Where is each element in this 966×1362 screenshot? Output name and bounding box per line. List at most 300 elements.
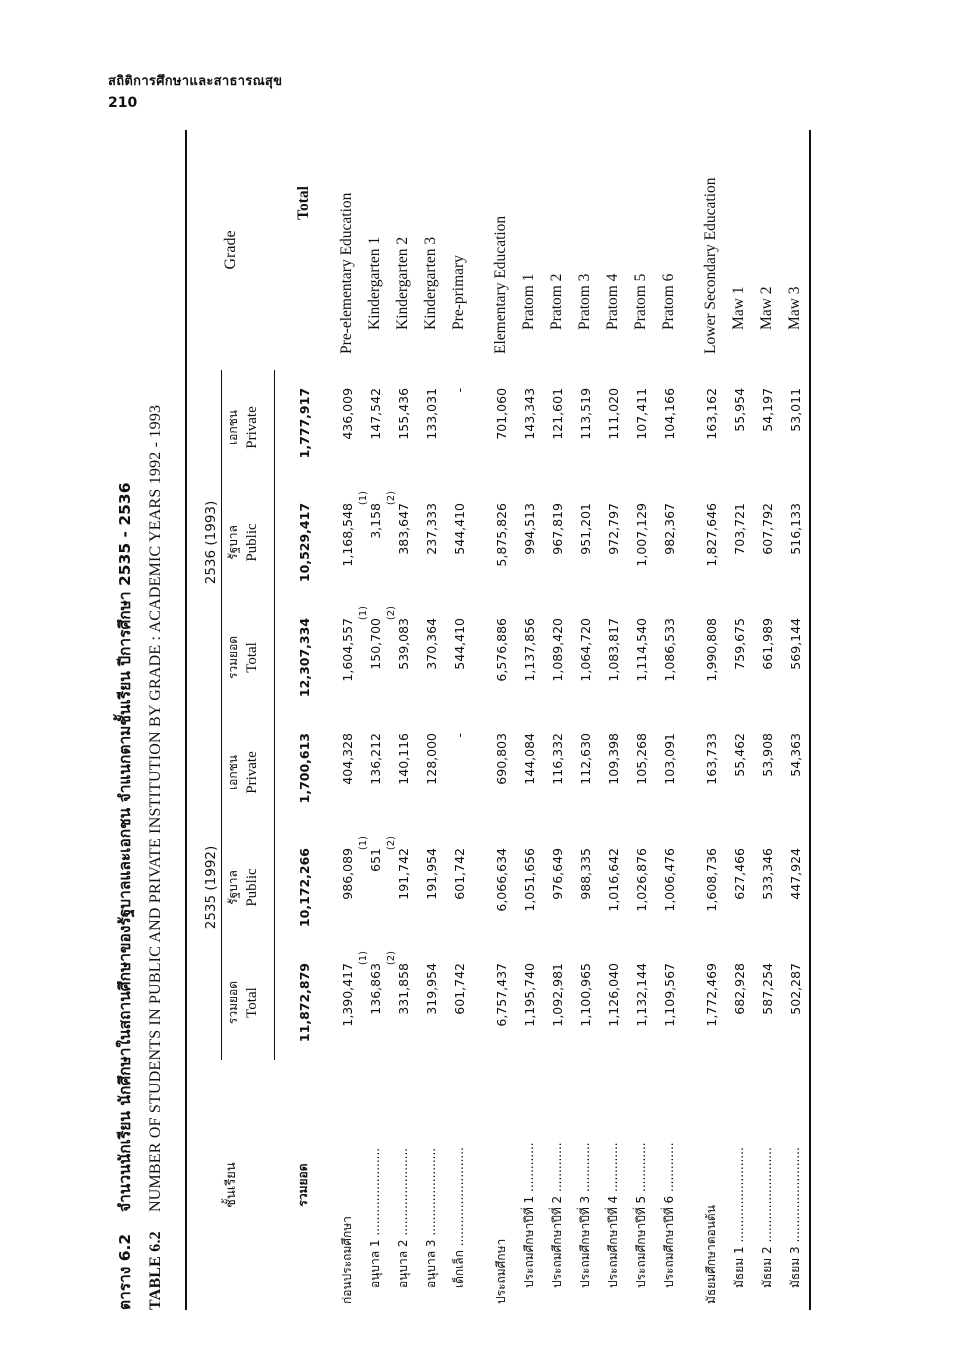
value-cell — [599, 715, 627, 830]
value-cell — [627, 830, 655, 945]
value-text: 682,928 — [731, 963, 747, 1015]
value-cell — [358, 600, 389, 715]
value-cell — [655, 830, 683, 945]
value-text: 105,268 — [633, 732, 649, 785]
value-text: 1,086,533 — [661, 617, 677, 682]
value-cell — [386, 600, 417, 715]
value-text: 544,410 — [451, 502, 467, 555]
value-text: 1,777,917 — [296, 387, 312, 459]
value-cell — [487, 945, 515, 1060]
col-header-english: Private — [244, 406, 260, 449]
footnote-marker: (1) — [358, 951, 369, 966]
value-cell — [417, 945, 445, 1060]
col-header-private-1992 — [222, 715, 275, 830]
value-cell — [333, 830, 361, 945]
value-text: 1,016,642 — [605, 848, 621, 912]
table-row — [389, 130, 417, 1310]
grade-thai-cell: ประถมศึกษาปีที่ 1 ............. — [521, 1142, 536, 1288]
grade-header-thai: ชั้นเรียน — [186, 1060, 275, 1310]
value-cell — [417, 715, 445, 830]
value-cell — [543, 485, 571, 600]
value-text: 383,647 — [395, 502, 411, 555]
value-text: 6,576,886 — [493, 617, 509, 682]
value-cell — [781, 485, 810, 600]
value-text: 55,462 — [731, 732, 747, 777]
value-cell — [487, 715, 515, 830]
value-cell — [697, 715, 725, 830]
grade-thai-cell: อนุบาล 1 ....................... — [367, 1147, 382, 1288]
caption-thai-title: จำนวนนักเรียน นักศึกษาในสถานศึกษาของรัฐบาลและเอกชน จำแนกตามชั้นเรียน ปีการศึกษา 2535 - 2536 — [116, 482, 134, 1212]
grade-english-cell: Pratom 2 — [548, 273, 565, 330]
value-cell — [389, 370, 417, 485]
value-text: 601,742 — [451, 963, 467, 1015]
value-text: 144,084 — [521, 732, 537, 785]
grade-thai-cell: มัธยม 2 ......................... — [759, 1147, 774, 1288]
grade-thai-cell: ประถมศึกษาปีที่ 4 ............. — [605, 1142, 620, 1288]
value-text: 237,333 — [423, 502, 439, 555]
col-header-public-1993 — [222, 485, 275, 600]
col-header-thai: รวมยอด — [226, 635, 240, 680]
value-cell — [571, 600, 599, 715]
value-text: 607,792 — [759, 502, 775, 555]
value-cell — [361, 715, 389, 830]
grade-english-cell: Maw 3 — [781, 130, 810, 370]
value-cell — [655, 715, 683, 830]
value-cell — [627, 600, 655, 715]
spacer-cell — [683, 130, 697, 1310]
grade-english-cell: Kindergarten 2 — [394, 236, 411, 330]
value-cell — [543, 370, 571, 485]
value-cell — [725, 830, 753, 945]
value-cell — [571, 830, 599, 945]
col-header-thai: รวมยอด — [226, 980, 240, 1025]
value-text: 539,083 — [395, 617, 411, 670]
row-spacer — [683, 130, 697, 1310]
value-text: 587,254 — [759, 963, 775, 1015]
value-text: 1,083,817 — [605, 617, 621, 682]
value-cell — [515, 370, 543, 485]
value-text: 544,410 — [451, 617, 467, 670]
value-text: 1,092,981 — [549, 963, 565, 1027]
value-cell — [627, 370, 655, 485]
value-cell — [275, 715, 320, 830]
value-text: - — [451, 387, 467, 393]
value-text: 11,872,879 — [296, 963, 312, 1043]
value-text: 436,009 — [339, 387, 355, 440]
value-cell — [386, 485, 417, 600]
table-row — [753, 130, 781, 1310]
value-cell — [445, 830, 473, 945]
value-cell — [417, 830, 445, 945]
col-header-thai: รัฐบาล — [226, 870, 240, 905]
value-cell — [781, 600, 810, 715]
value-cell — [543, 715, 571, 830]
value-text: 1,109,567 — [661, 963, 677, 1027]
table-row — [781, 130, 810, 1310]
grade-thai-cell: มัธยมศึกษาตอนต้น — [703, 1205, 718, 1304]
value-cell — [781, 370, 810, 485]
value-text: 1,089,420 — [549, 617, 565, 682]
value-cell — [627, 715, 655, 830]
value-text: 319,954 — [423, 963, 439, 1015]
value-cell — [361, 370, 389, 485]
table-row — [599, 130, 627, 1310]
caption-english-label: TABLE 6.2 — [147, 1231, 164, 1310]
table-captions — [112, 130, 165, 1310]
value-text: 1,132,144 — [633, 963, 649, 1027]
students-table — [185, 130, 811, 1310]
value-text: 150,700 — [367, 617, 383, 670]
table-row — [333, 130, 361, 1310]
grade-english-cell: Pratom 4 — [604, 273, 621, 330]
col-header-thai: เอกชน — [226, 755, 240, 790]
value-text: - — [451, 732, 467, 738]
value-cell — [358, 945, 389, 1060]
col-header-english: Public — [244, 523, 260, 562]
table-row — [543, 130, 571, 1310]
value-cell — [599, 945, 627, 1060]
value-text: 163,162 — [703, 387, 719, 440]
value-cell — [697, 830, 725, 945]
grade-english-cell: Pre-primary — [450, 255, 467, 330]
value-text: 1,390,417 — [339, 963, 355, 1027]
grade-header-english: Grade — [186, 130, 275, 370]
table-row — [697, 130, 725, 1310]
value-text: 972,797 — [605, 502, 621, 555]
grade-english-cell: Maw 1 — [730, 286, 747, 330]
grade-thai-cell: มัธยม 3 ......................... — [781, 1060, 810, 1310]
value-text: 53,011 — [787, 387, 803, 432]
grade-thai-cell: เด็กเล็ก .......................... — [451, 1147, 466, 1288]
value-text: 136,212 — [367, 732, 383, 785]
value-text: 116,332 — [549, 732, 565, 785]
value-cell — [655, 945, 683, 1060]
caption-thai-label: ตาราง 6.2 — [116, 1233, 134, 1310]
value-cell — [599, 485, 627, 600]
grade-thai-cell: ก่อนประถมศึกษา — [339, 1216, 354, 1304]
footnote-marker: (2) — [386, 490, 397, 506]
value-text: 1,827,646 — [703, 502, 719, 567]
value-cell — [655, 600, 683, 715]
value-cell — [571, 945, 599, 1060]
value-text: 569,144 — [787, 617, 803, 670]
value-text: 121,601 — [549, 387, 565, 440]
value-text: 1,168,548 — [339, 502, 355, 567]
value-cell — [275, 830, 320, 945]
table-wrapper — [112, 130, 811, 1310]
value-text: 143,343 — [521, 387, 537, 440]
col-header-english: Total — [244, 987, 260, 1018]
value-text: 703,721 — [731, 502, 747, 555]
value-cell — [333, 600, 361, 715]
value-text: 502,287 — [787, 963, 803, 1015]
col-header-english: Total — [244, 642, 260, 673]
value-text: 12,307,334 — [296, 617, 312, 698]
spacer-cell — [473, 130, 487, 1310]
value-text: 627,466 — [731, 848, 747, 900]
value-text: 109,398 — [605, 732, 621, 785]
value-text: 107,411 — [633, 387, 649, 440]
value-text: 1,700,613 — [296, 732, 312, 804]
grade-english-cell: Kindergarten 1 — [366, 236, 383, 330]
grade-english-cell: Lower Secondary Education — [702, 177, 719, 354]
table-row — [275, 130, 320, 1310]
footnote-marker: (1) — [358, 490, 369, 506]
value-text: 1,195,740 — [521, 963, 537, 1027]
value-text: 136,863 — [367, 963, 383, 1015]
value-text: 516,133 — [787, 502, 803, 555]
value-cell — [781, 945, 810, 1060]
footnote-marker: (2) — [386, 951, 397, 966]
year-header-2535: 2535 (1992) — [186, 715, 222, 1060]
value-text: 701,060 — [493, 387, 509, 440]
value-text: 53,908 — [759, 732, 775, 777]
value-text: 967,819 — [549, 502, 565, 555]
value-cell — [781, 830, 810, 945]
value-cell — [725, 715, 753, 830]
value-cell — [571, 715, 599, 830]
col-header-public-1992 — [222, 830, 275, 945]
value-text: 191,954 — [423, 848, 439, 900]
grade-thai-cell: รวมยอด — [296, 1163, 311, 1207]
value-cell — [781, 715, 810, 830]
col-header-english: Private — [244, 751, 260, 794]
value-text: 1,137,856 — [521, 617, 537, 682]
value-text: 651 — [367, 848, 383, 872]
value-cell — [417, 485, 445, 600]
value-cell — [386, 830, 417, 945]
value-cell — [445, 715, 473, 830]
value-cell — [697, 945, 725, 1060]
grade-english-cell: Pratom 6 — [660, 273, 677, 330]
table-row — [515, 130, 543, 1310]
grade-english-cell: Pratom 3 — [576, 273, 593, 330]
caption-english-title: NUMBER OF STUDENTS IN PUBLIC AND PRIVATE INSTITUTION BY GRADE : ACADEMIC YEARS 1992 - 1993 — [147, 404, 164, 1212]
value-text: 690,803 — [493, 732, 509, 785]
value-cell — [515, 485, 543, 600]
table-body — [275, 130, 811, 1310]
value-cell — [275, 370, 320, 485]
value-text: 104,166 — [661, 387, 677, 440]
value-text: 54,363 — [787, 732, 803, 777]
value-cell — [725, 600, 753, 715]
col-header-private-1993 — [222, 370, 275, 485]
table-row — [725, 130, 753, 1310]
grade-english-cell: Total — [294, 186, 312, 220]
grade-english-cell: Pratom 1 — [520, 273, 537, 330]
value-text: 133,031 — [423, 387, 439, 440]
value-cell — [333, 485, 361, 600]
value-text: 3,158 — [367, 502, 383, 539]
table-row — [361, 130, 389, 1310]
value-cell — [543, 600, 571, 715]
grade-thai-cell: มัธยม 1 ......................... — [731, 1147, 746, 1288]
value-cell — [487, 370, 515, 485]
value-text: 1,604,557 — [339, 617, 355, 682]
value-text: 759,675 — [731, 617, 747, 670]
value-text: 370,364 — [423, 617, 439, 670]
grade-english-cell: Maw 2 — [758, 286, 775, 330]
value-text: 191,742 — [395, 848, 411, 900]
table-row — [655, 130, 683, 1310]
value-cell — [543, 945, 571, 1060]
value-cell — [697, 370, 725, 485]
table-row — [487, 130, 515, 1310]
page-number: 210 — [108, 95, 138, 111]
table-head — [186, 130, 275, 1310]
value-cell — [753, 715, 781, 830]
value-cell — [697, 600, 725, 715]
value-text: 1,051,656 — [521, 848, 537, 912]
value-text: 994,513 — [521, 502, 537, 555]
value-text: 111,020 — [605, 387, 621, 440]
value-cell — [445, 485, 473, 600]
value-text: 331,858 — [395, 963, 411, 1015]
grade-thai-cell: ประถมศึกษาปีที่ 6 ............. — [661, 1142, 676, 1288]
col-header-total-1992 — [222, 945, 275, 1060]
value-cell — [515, 830, 543, 945]
value-text: 54,197 — [759, 387, 775, 432]
value-text: 1,100,965 — [577, 963, 593, 1027]
value-cell — [487, 600, 515, 715]
grade-thai-cell: อนุบาล 3 ....................... — [423, 1147, 438, 1288]
grade-thai-cell: ประถมศึกษาปีที่ 5 ............. — [633, 1142, 648, 1288]
value-text: 1,064,720 — [577, 617, 593, 682]
value-cell — [515, 715, 543, 830]
value-text: 1,608,736 — [703, 848, 719, 912]
value-text: 447,924 — [787, 848, 803, 900]
value-cell — [753, 485, 781, 600]
value-cell — [627, 945, 655, 1060]
value-cell — [571, 485, 599, 600]
value-text: 10,529,417 — [296, 502, 312, 583]
grade-english-cell: Pratom 5 — [632, 273, 649, 330]
footnote-marker: (1) — [358, 605, 369, 621]
row-spacer — [473, 130, 487, 1310]
value-cell — [417, 600, 445, 715]
value-text: 988,335 — [577, 848, 593, 900]
value-text: 986,089 — [339, 848, 355, 900]
value-text: 155,436 — [395, 387, 411, 440]
footnote-marker: (2) — [386, 605, 397, 621]
value-text: 601,742 — [451, 848, 467, 900]
value-cell — [487, 830, 515, 945]
value-text: 103,091 — [661, 732, 677, 785]
value-cell — [627, 485, 655, 600]
value-cell — [753, 370, 781, 485]
col-header-english: Public — [244, 868, 260, 907]
value-cell — [599, 830, 627, 945]
year-header-2536: 2536 (1993) — [186, 370, 222, 715]
grade-english-cell: Kindergarten 3 — [422, 236, 439, 330]
footnote-marker: (2) — [386, 836, 397, 851]
value-text: 112,630 — [577, 732, 593, 785]
footnote-marker: (1) — [358, 836, 369, 851]
value-text: 140,116 — [395, 732, 411, 785]
caption-english — [147, 130, 165, 1310]
value-cell — [753, 830, 781, 945]
value-cell — [753, 945, 781, 1060]
value-cell — [445, 370, 473, 485]
table-row — [571, 130, 599, 1310]
value-text: 951,201 — [577, 502, 593, 555]
value-text: 533,346 — [759, 848, 775, 900]
value-cell — [445, 600, 473, 715]
value-cell — [599, 370, 627, 485]
value-cell — [275, 945, 320, 1060]
caption-thai — [112, 130, 137, 1310]
grade-thai-cell: ประถมศึกษาปีที่ 3 ............. — [577, 1142, 592, 1288]
value-cell — [275, 485, 320, 600]
page-header-title: สถิติการศึกษาและสาธารณสุข — [108, 74, 283, 89]
value-text: 1,990,808 — [703, 617, 719, 682]
value-text: 982,367 — [661, 502, 677, 555]
value-text: 661,989 — [759, 617, 775, 670]
value-cell — [725, 945, 753, 1060]
value-text: 1,006,476 — [661, 848, 677, 912]
value-cell — [358, 830, 389, 945]
value-cell — [725, 485, 753, 600]
value-text: 1,126,040 — [605, 963, 621, 1027]
value-cell — [445, 945, 473, 1060]
table-row — [445, 130, 473, 1310]
value-cell — [515, 945, 543, 1060]
value-text: 976,649 — [549, 848, 565, 900]
value-text: 5,875,826 — [493, 502, 509, 567]
value-cell — [275, 600, 320, 715]
value-cell — [333, 370, 361, 485]
value-cell — [515, 600, 543, 715]
col-header-total-1993 — [222, 600, 275, 715]
spacer-cell — [319, 130, 333, 1310]
value-text: 147,542 — [367, 387, 383, 440]
value-cell — [697, 485, 725, 600]
value-cell — [725, 370, 753, 485]
value-cell — [655, 370, 683, 485]
value-cell — [333, 945, 361, 1060]
value-text: 55,954 — [731, 387, 747, 432]
table-row — [417, 130, 445, 1310]
value-cell — [543, 830, 571, 945]
value-cell — [571, 370, 599, 485]
grade-english-cell: Pre-elementary Education — [338, 192, 355, 354]
row-spacer — [319, 130, 333, 1310]
value-cell — [417, 370, 445, 485]
value-text: 404,328 — [339, 732, 355, 785]
value-text: 10,172,266 — [296, 848, 312, 928]
table-row — [627, 130, 655, 1310]
grade-thai-cell: อนุบาล 2 ....................... — [395, 1147, 410, 1288]
grade-thai-cell: ประถมศึกษาปีที่ 2 ............. — [549, 1142, 564, 1288]
value-text: 1,114,540 — [633, 617, 649, 682]
value-cell — [599, 600, 627, 715]
grade-thai-cell: ประถมศึกษา — [493, 1238, 508, 1304]
value-cell — [389, 715, 417, 830]
value-cell — [655, 485, 683, 600]
value-cell — [358, 485, 389, 600]
grade-english-cell: Elementary Education — [492, 215, 509, 354]
value-text: 6,757,437 — [493, 963, 509, 1027]
value-text: 1,772,469 — [703, 963, 719, 1027]
value-cell — [333, 715, 361, 830]
value-text: 113,519 — [577, 387, 593, 440]
value-cell — [487, 485, 515, 600]
col-header-thai: รัฐบาล — [226, 525, 240, 560]
value-text: 128,000 — [423, 732, 439, 785]
value-text: 163,733 — [703, 732, 719, 785]
value-cell — [386, 945, 417, 1060]
value-text: 1,007,129 — [633, 502, 649, 567]
